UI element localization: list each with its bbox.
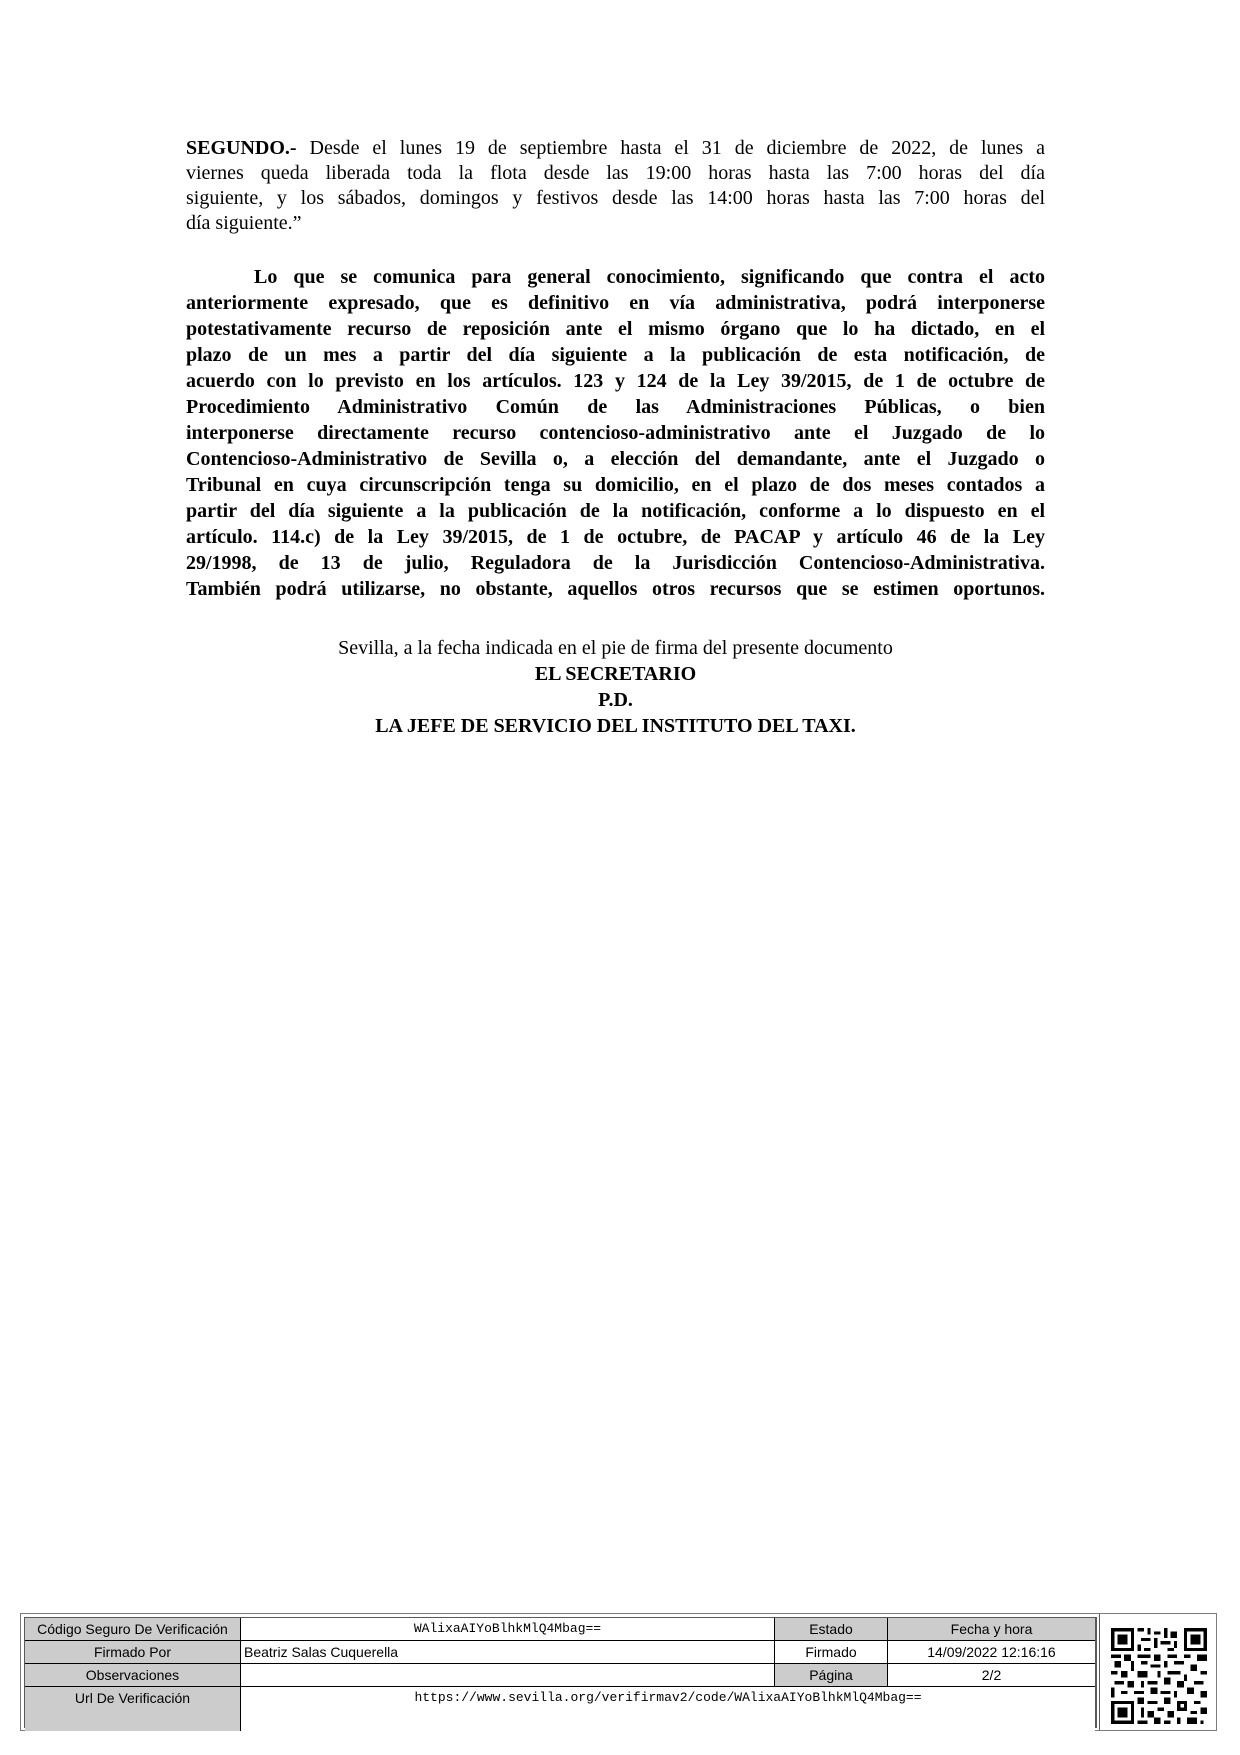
observaciones-value [241,1664,775,1687]
pagina-value: 2/2 [888,1664,1095,1687]
qr-code-icon [1111,1628,1207,1724]
notice-line-11: artículo. 114.c) de la Ley 39/2015, de 1 de octubre, de PACAP y artículo 46 de la Ley [186,526,1045,548]
verification-table [20,1613,1217,1731]
observaciones-label: Observaciones [25,1664,241,1687]
fecha-label: Fecha y hora [888,1618,1095,1641]
segundo-line-4: día siguiente.” [186,212,302,234]
estado-label: Estado [775,1618,888,1641]
verification-grid [24,1617,1097,1728]
estado-value: Firmado [775,1641,888,1664]
firmado-por-value: Beatriz Salas Cuquerella [241,1641,775,1664]
notice-line-6: Procedimiento Administrativo Común de las Administraciones Públicas, o bien [186,396,1045,418]
firmado-por-label: Firmado Por [25,1641,241,1664]
notice-line-2: anteriormente expresado, que es definitivo en vía administrativa, podrá interponerse [186,292,1045,314]
place-date: Sevilla, a la fecha indicada en el pie de firma del presente documento [338,637,893,659]
notice-line-1: Lo que se comunica para general conocimiento, significando que contra el acto [254,266,1045,288]
notice-line-8: Contencioso-Administrativo de Sevilla o, a elección del demandante, ante el Juzgado o [186,448,1045,470]
notice-line-3: potestativamente recurso de reposición ante el mismo órgano que lo ha dictado, en el [186,318,1045,340]
qr-separator [1099,1614,1100,1730]
notice-line-7: interponerse directamente recurso contencioso-administrativo ante el Juzgado de lo [186,422,1045,444]
csv-label: Código Seguro De Verificación [25,1618,241,1641]
pagina-label: Página [775,1664,888,1687]
segundo-line-3: siguiente, y los sábados, domingos y festivos desde las 14:00 horas hasta las 7:00 horas del [186,187,1045,209]
signatory-role: LA JEFE DE SERVICIO DEL INSTITUTO DEL TAXI. [375,715,856,737]
notice-line-12: 29/1998, de 13 de julio, Reguladora de la Jurisdicción Contencioso-Administrativa. [186,552,1045,574]
url-value[interactable]: https://www.sevilla.org/verifirmav2/code/WAlixaAIYoBlhkMlQ4Mbag== [241,1687,1095,1731]
segundo-line-2: viernes queda liberada toda la flota desde las 19:00 horas hasta las 7:00 horas del día [186,162,1045,184]
segundo-text: Desde el lunes 19 de septiembre hasta el 31 de diciembre de 2022, de lunes a [296,137,1045,159]
segundo-label: SEGUNDO.- [186,137,297,159]
notice-line-9: Tribunal en cuya circunscripción tenga su domicilio, en el plazo de dos meses contados a [186,474,1045,496]
segundo-line-1 [186,136,1045,160]
notice-line-4: plazo de un mes a partir del día siguiente a la publicación de esta notificación, de [186,344,1045,366]
notice-line-5: acuerdo con lo previsto en los artículos. 123 y 124 de la Ley 39/2015, de 1 de octubre de [186,370,1045,392]
signatory-title: EL SECRETARIO [534,663,697,685]
notice-line-13: También podrá utilizarse, no obstante, aquellos otros recursos que se estimen oportunos. [186,578,1045,600]
fecha-value: 14/09/2022 12:16:16 [888,1641,1095,1664]
csv-value: WAlixaAIYoBlhkMlQ4Mbag== [241,1618,775,1641]
notice-line-10: partir del día siguiente a la publicación de la notificación, conforme a lo dispuesto en el [186,500,1045,522]
url-label: Url De Verificación [25,1687,241,1731]
delegation-pd: P.D. [598,689,633,711]
